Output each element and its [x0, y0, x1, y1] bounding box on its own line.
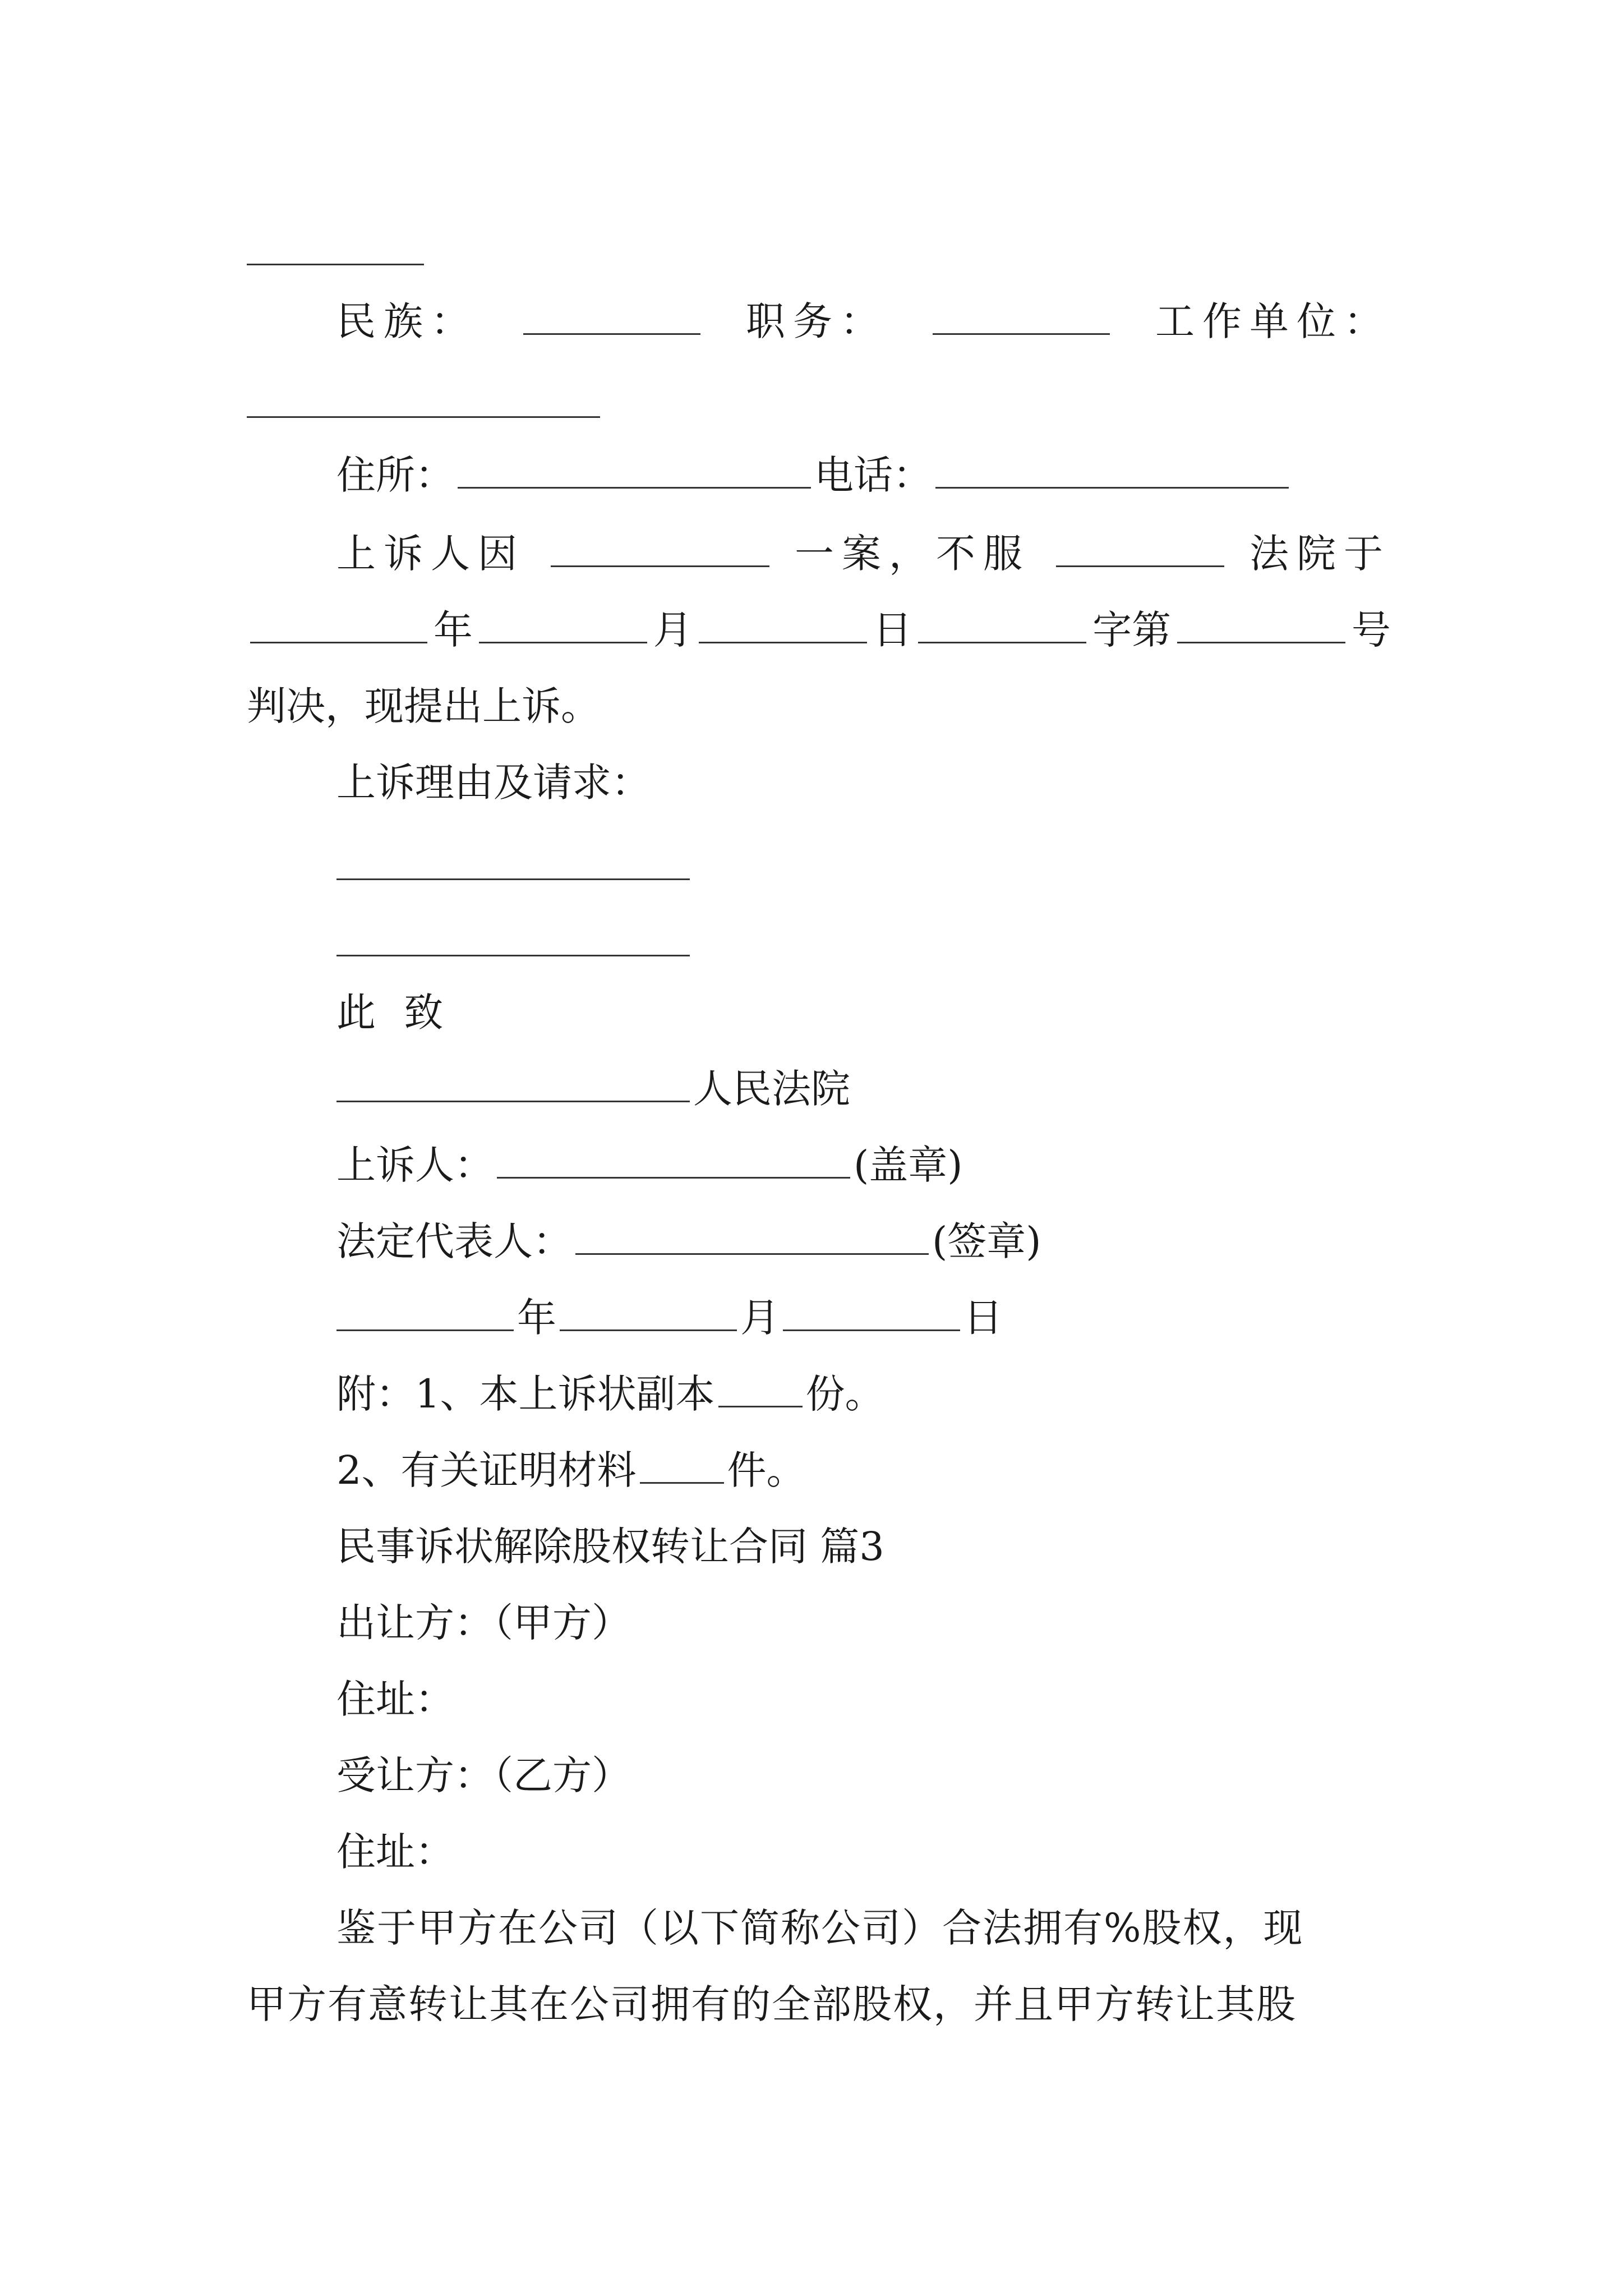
transferor-address-row — [336, 1668, 1391, 1730]
position-blank — [933, 302, 1110, 335]
sign-month-blank — [560, 1298, 737, 1331]
transferee-text: 受让方：（乙方） — [336, 1752, 631, 1798]
transferee-address-text: 住址： — [336, 1829, 454, 1875]
sign-month-text: 月 — [740, 1295, 780, 1341]
appellant-label: 上诉人： — [336, 1142, 494, 1188]
address-blank — [458, 455, 811, 489]
appeal-case-row — [336, 523, 1391, 585]
sign-year-text: 年 — [517, 1295, 556, 1341]
legal-rep-signature-row — [336, 1211, 1391, 1272]
employer-blank — [247, 416, 600, 418]
month-blank — [479, 610, 647, 643]
seal-text: (盖章) — [854, 1142, 963, 1188]
appellant-signature-row — [336, 1134, 1391, 1196]
transferor-text: 出让方：（甲方） — [336, 1600, 631, 1646]
sign-day-blank — [783, 1298, 960, 1331]
address-label: 住所： — [336, 452, 454, 498]
month-text: 月 — [653, 607, 693, 653]
number-blank — [1177, 610, 1345, 643]
salutation — [336, 982, 1391, 1043]
court-on-text: 法院于 — [1249, 531, 1391, 577]
appellant-because-text: 上诉人因 — [336, 531, 525, 577]
transferor-row — [336, 1592, 1391, 1654]
reasons-heading-text: 上诉理由及请求： — [336, 760, 651, 806]
attachment-copies-text: 附：1、本上诉状副本 — [336, 1371, 715, 1417]
sign-year-blank — [336, 1298, 514, 1331]
evidence-blank — [640, 1451, 724, 1484]
whereas-text-1: 鉴于甲方在公司（以下简称公司）合法拥有%股权，现 — [336, 1905, 1304, 1951]
signing-date-row — [336, 1287, 1391, 1349]
appeal-statement-text: 判决，现提出上诉。 — [247, 683, 600, 729]
year-text: 年 — [433, 607, 473, 653]
phone-label: 电话： — [814, 452, 932, 498]
ethnicity-position-row — [336, 291, 1391, 352]
blank-line — [247, 264, 424, 265]
signature-text: (签章) — [932, 1218, 1041, 1264]
employer-label: 工作单位： — [1155, 298, 1391, 344]
position-label: 职务： — [746, 298, 887, 344]
word-no-text: 字第 — [1092, 607, 1172, 653]
reason-blank-2 — [336, 955, 690, 956]
court-addressee — [336, 1058, 1391, 1120]
attachment-copies-row — [336, 1363, 1391, 1425]
court-addressee-text: 人民法院 — [693, 1066, 850, 1112]
court-blank — [1056, 534, 1224, 567]
copies-blank — [718, 1374, 803, 1407]
section-title-text: 民事诉状解除股权转让合同 篇3 — [336, 1524, 884, 1570]
evidence-unit-text: 件。 — [727, 1447, 806, 1493]
word-blank — [918, 610, 1086, 643]
legal-rep-blank — [575, 1222, 929, 1255]
dissatisfied-text: 一案，不服 — [795, 531, 1030, 577]
whereas-paragraph-line-2 — [247, 1973, 1391, 2035]
transferor-address-text: 住址： — [336, 1676, 454, 1722]
whereas-text-2: 甲方有意转让其在公司拥有的全部股权，并且甲方转让其股 — [247, 1981, 1297, 2027]
transferee-row — [336, 1745, 1391, 1806]
reasons-heading — [336, 752, 1391, 813]
sign-day-text: 日 — [963, 1295, 1003, 1341]
appeal-statement — [247, 675, 1391, 737]
reason-blank-1 — [336, 878, 690, 880]
judgment-date-row — [247, 599, 1391, 661]
salutation-text: 此 致 — [336, 990, 451, 1036]
day-blank — [699, 610, 867, 643]
attachment-evidence-text: 2、有关证明材料 — [336, 1447, 637, 1493]
attachment-evidence-row — [336, 1439, 1391, 1501]
copies-unit-text: 份。 — [805, 1371, 884, 1417]
day-text: 日 — [873, 607, 912, 653]
court-name-blank — [336, 1069, 690, 1102]
transferee-address-row — [336, 1821, 1391, 1883]
year-blank — [250, 610, 427, 643]
case-blank — [551, 534, 769, 567]
ethnicity-blank — [523, 302, 700, 335]
legal-rep-label: 法定代表人： — [336, 1218, 572, 1264]
address-phone-row — [336, 444, 1391, 506]
ethnicity-label: 民族： — [336, 298, 478, 344]
number-text: 号 — [1351, 607, 1391, 653]
section-title — [336, 1516, 1391, 1577]
phone-blank — [935, 455, 1289, 489]
whereas-paragraph-line-1 — [336, 1897, 1391, 1959]
appellant-blank — [497, 1145, 850, 1179]
